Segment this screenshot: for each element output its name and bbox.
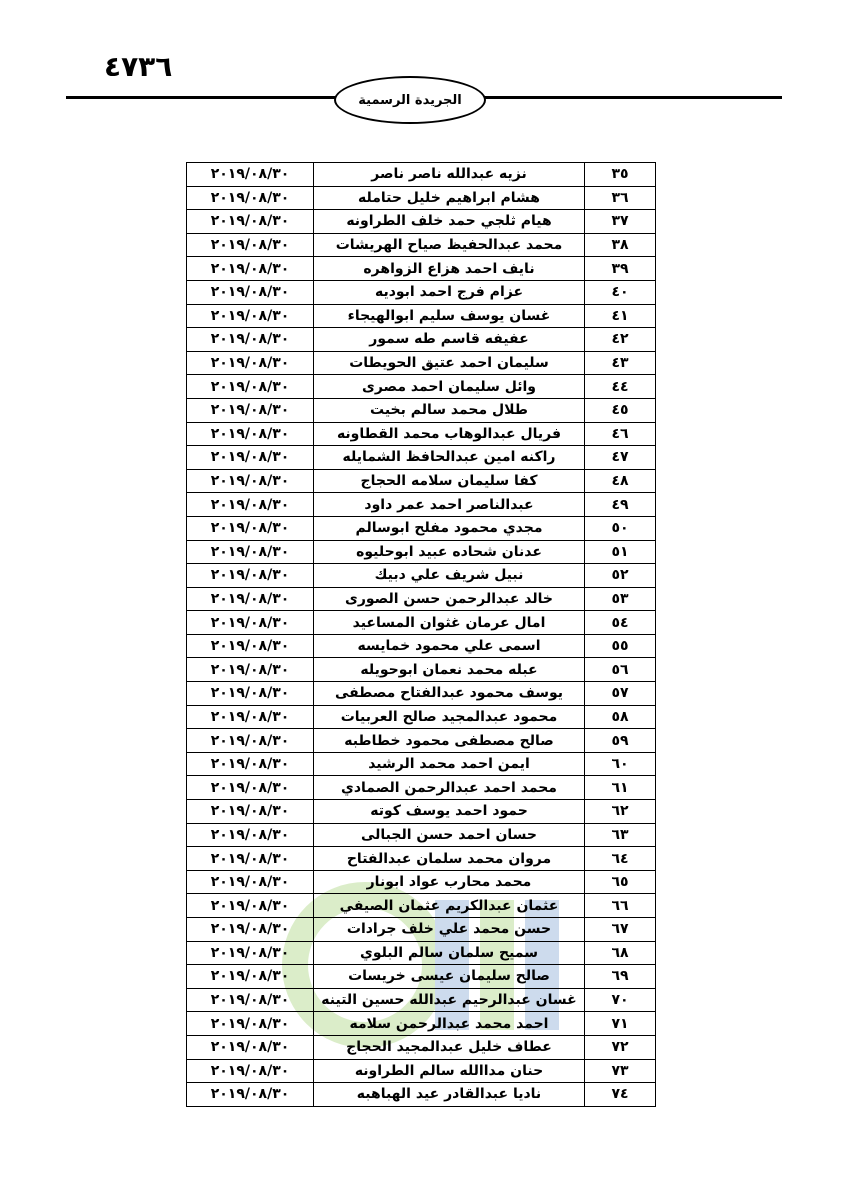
- row-number: ٣٦: [585, 186, 656, 210]
- row-number: ٦٦: [585, 894, 656, 918]
- row-name: مجدي محمود مفلح ابوسالم: [314, 516, 585, 540]
- row-date: ٢٠١٩/٠٨/٣٠: [187, 1035, 314, 1059]
- row-name: عطاف خليل عبدالمجيد الحجاج: [314, 1035, 585, 1059]
- table-row: [187, 516, 656, 540]
- row-name: محمد احمد عبدالرحمن الصمادي: [314, 776, 585, 800]
- row-date: ٢٠١٩/٠٨/٣٠: [187, 918, 314, 942]
- row-name: محمد عبدالحفيظ صياح الهريشات: [314, 233, 585, 257]
- row-name: محمود عبدالمجيد صالح العربيات: [314, 705, 585, 729]
- table-row: [187, 422, 656, 446]
- row-name: محمد محارب عواد ابونار: [314, 870, 585, 894]
- table-row: [187, 776, 656, 800]
- row-name: عفيفه قاسم طه سمور: [314, 328, 585, 352]
- table-row: [187, 163, 656, 187]
- row-name: سليمان احمد عتيق الحويطات: [314, 351, 585, 375]
- row-name: نبيل شريف علي دبيك: [314, 564, 585, 588]
- table-row: [187, 210, 656, 234]
- row-date: ٢٠١٩/٠٨/٣٠: [187, 611, 314, 635]
- row-date: ٢٠١٩/٠٨/٣٠: [187, 233, 314, 257]
- row-number: ٧١: [585, 1012, 656, 1036]
- row-name: طلال محمد سالم بخيت: [314, 398, 585, 422]
- table-row: [187, 870, 656, 894]
- row-number: ٣٧: [585, 210, 656, 234]
- row-name: اسمى علي محمود خمايسه: [314, 634, 585, 658]
- row-date: ٢٠١٩/٠٨/٣٠: [187, 328, 314, 352]
- table-row: [187, 587, 656, 611]
- row-number: ٤٣: [585, 351, 656, 375]
- row-date: ٢٠١٩/٠٨/٣٠: [187, 705, 314, 729]
- table-row: [187, 304, 656, 328]
- table-row: [187, 611, 656, 635]
- table-row: [187, 823, 656, 847]
- table-row: [187, 847, 656, 871]
- row-number: ٤٢: [585, 328, 656, 352]
- row-date: ٢٠١٩/٠٨/٣٠: [187, 564, 314, 588]
- row-date: ٢٠١٩/٠٨/٣٠: [187, 965, 314, 989]
- table-row: [187, 540, 656, 564]
- table-row: [187, 351, 656, 375]
- row-number: ٥٢: [585, 564, 656, 588]
- row-name: غسان يوسف سليم ابوالهيجاء: [314, 304, 585, 328]
- row-name: صالح سليمان عيسى خريسات: [314, 965, 585, 989]
- row-name: امال عرمان غثوان المساعيد: [314, 611, 585, 635]
- row-name: سميح سلمان سالم البلوي: [314, 941, 585, 965]
- names-table-body: [187, 163, 656, 1107]
- table-row: [187, 1012, 656, 1036]
- row-number: ٦١: [585, 776, 656, 800]
- row-date: ٢٠١٩/٠٨/٣٠: [187, 823, 314, 847]
- row-date: ٢٠١٩/٠٨/٣٠: [187, 776, 314, 800]
- row-number: ٧٣: [585, 1059, 656, 1083]
- table-row: [187, 493, 656, 517]
- row-date: ٢٠١٩/٠٨/٣٠: [187, 493, 314, 517]
- page-number: ٤٧٣٦: [104, 50, 173, 83]
- row-name: نزيه عبدالله ناصر ناصر: [314, 163, 585, 187]
- row-number: ٤٧: [585, 446, 656, 470]
- row-name: هشام ابراهيم خليل حتامله: [314, 186, 585, 210]
- table-row: [187, 328, 656, 352]
- row-date: ٢٠١٩/٠٨/٣٠: [187, 682, 314, 706]
- row-date: ٢٠١٩/٠٨/٣٠: [187, 941, 314, 965]
- gazette-title: الجريدة الرسمية: [358, 92, 462, 108]
- row-date: ٢٠١٩/٠٨/٣٠: [187, 1083, 314, 1107]
- row-number: ٤٦: [585, 422, 656, 446]
- table-row: [187, 233, 656, 257]
- row-name: عبدالناصر احمد عمر داود: [314, 493, 585, 517]
- table-row: [187, 1035, 656, 1059]
- names-table: [186, 162, 656, 1107]
- row-name: غسان عبدالرحيم عبدالله حسين التينه: [314, 988, 585, 1012]
- table-row: [187, 469, 656, 493]
- row-name: عثمان عبدالكريم عثمان الصيفي: [314, 894, 585, 918]
- row-number: ٥٣: [585, 587, 656, 611]
- table-row: [187, 918, 656, 942]
- row-date: ٢٠١٩/٠٨/٣٠: [187, 587, 314, 611]
- row-date: ٢٠١٩/٠٨/٣٠: [187, 163, 314, 187]
- row-number: ٥٥: [585, 634, 656, 658]
- row-name: ناديا عبدالقادر عيد الهباهبه: [314, 1083, 585, 1107]
- row-name: يوسف محمود عبدالفتاح مصطفى: [314, 682, 585, 706]
- row-number: ٧٠: [585, 988, 656, 1012]
- table-row: [187, 658, 656, 682]
- row-date: ٢٠١٩/٠٨/٣٠: [187, 634, 314, 658]
- row-number: ٦٤: [585, 847, 656, 871]
- row-date: ٢٠١٩/٠٨/٣٠: [187, 257, 314, 281]
- row-date: ٢٠١٩/٠٨/٣٠: [187, 280, 314, 304]
- row-number: ٧٤: [585, 1083, 656, 1107]
- row-name: مروان محمد سلمان عبدالفتاح: [314, 847, 585, 871]
- table-row: [187, 1083, 656, 1107]
- row-date: ٢٠١٩/٠٨/٣٠: [187, 988, 314, 1012]
- row-name: فريال عبدالوهاب محمد القطاونه: [314, 422, 585, 446]
- table-row: [187, 280, 656, 304]
- row-date: ٢٠١٩/٠٨/٣٠: [187, 375, 314, 399]
- table-row: [187, 446, 656, 470]
- row-number: ٣٥: [585, 163, 656, 187]
- table-row: [187, 682, 656, 706]
- row-number: ٥٨: [585, 705, 656, 729]
- row-date: ٢٠١٩/٠٨/٣٠: [187, 422, 314, 446]
- table-row: [187, 752, 656, 776]
- row-date: ٢٠١٩/٠٨/٣٠: [187, 540, 314, 564]
- table-row: [187, 894, 656, 918]
- row-name: عدنان شحاده عبيد ابوحليوه: [314, 540, 585, 564]
- row-name: حسن محمد علي خلف جرادات: [314, 918, 585, 942]
- row-number: ٦٣: [585, 823, 656, 847]
- table-row: [187, 1059, 656, 1083]
- row-number: ٥٧: [585, 682, 656, 706]
- row-date: ٢٠١٩/٠٨/٣٠: [187, 752, 314, 776]
- row-number: ٦٩: [585, 965, 656, 989]
- table-row: [187, 988, 656, 1012]
- row-number: ٤٥: [585, 398, 656, 422]
- row-number: ٤٩: [585, 493, 656, 517]
- row-date: ٢٠١٩/٠٨/٣٠: [187, 398, 314, 422]
- row-date: ٢٠١٩/٠٨/٣٠: [187, 446, 314, 470]
- row-number: ٥١: [585, 540, 656, 564]
- row-name: وائل سليمان احمد مصرى: [314, 375, 585, 399]
- row-date: ٢٠١٩/٠٨/٣٠: [187, 800, 314, 824]
- table-row: [187, 186, 656, 210]
- table-row: [187, 257, 656, 281]
- row-date: ٢٠١٩/٠٨/٣٠: [187, 469, 314, 493]
- row-date: ٢٠١٩/٠٨/٣٠: [187, 516, 314, 540]
- gazette-title-badge: [334, 76, 486, 124]
- row-number: ٥٤: [585, 611, 656, 635]
- row-number: ٤٨: [585, 469, 656, 493]
- row-date: ٢٠١٩/٠٨/٣٠: [187, 186, 314, 210]
- row-name: صالح مصطفى محمود خطاطبه: [314, 729, 585, 753]
- row-name: راكنه امين عبدالحافظ الشمايله: [314, 446, 585, 470]
- row-date: ٢٠١٩/٠٨/٣٠: [187, 351, 314, 375]
- row-number: ٣٩: [585, 257, 656, 281]
- row-date: ٢٠١٩/٠٨/٣٠: [187, 894, 314, 918]
- row-date: ٢٠١٩/٠٨/٣٠: [187, 1012, 314, 1036]
- row-number: ٥٩: [585, 729, 656, 753]
- table-row: [187, 941, 656, 965]
- row-number: ٦٧: [585, 918, 656, 942]
- table-row: [187, 564, 656, 588]
- row-number: ٤١: [585, 304, 656, 328]
- row-number: ٤٠: [585, 280, 656, 304]
- table-row: [187, 398, 656, 422]
- row-number: ٧٢: [585, 1035, 656, 1059]
- row-number: ٦٥: [585, 870, 656, 894]
- row-name: كفا سليمان سلامه الحجاج: [314, 469, 585, 493]
- row-date: ٢٠١٩/٠٨/٣٠: [187, 210, 314, 234]
- row-date: ٢٠١٩/٠٨/٣٠: [187, 847, 314, 871]
- table-row: [187, 800, 656, 824]
- row-date: ٢٠١٩/٠٨/٣٠: [187, 870, 314, 894]
- table-row: [187, 634, 656, 658]
- row-name: نايف احمد هزاع الزواهره: [314, 257, 585, 281]
- row-number: ٥٠: [585, 516, 656, 540]
- table-row: [187, 375, 656, 399]
- row-name: حسان احمد حسن الجبالى: [314, 823, 585, 847]
- row-name: خالد عبدالرحمن حسن الصورى: [314, 587, 585, 611]
- row-name: احمد محمد عبدالرحمن سلامه: [314, 1012, 585, 1036]
- row-name: حنان مداالله سالم الطراونه: [314, 1059, 585, 1083]
- row-number: ٤٤: [585, 375, 656, 399]
- row-name: ايمن احمد محمد الرشيد: [314, 752, 585, 776]
- row-date: ٢٠١٩/٠٨/٣٠: [187, 658, 314, 682]
- row-name: هيام ثلجي حمد خلف الطراونه: [314, 210, 585, 234]
- row-number: ٥٦: [585, 658, 656, 682]
- row-date: ٢٠١٩/٠٨/٣٠: [187, 1059, 314, 1083]
- row-date: ٢٠١٩/٠٨/٣٠: [187, 304, 314, 328]
- row-name: عزام فرج احمد ابوديه: [314, 280, 585, 304]
- row-number: ٦٠: [585, 752, 656, 776]
- row-date: ٢٠١٩/٠٨/٣٠: [187, 729, 314, 753]
- table-row: [187, 705, 656, 729]
- row-name: عبله محمد نعمان ابوحويله: [314, 658, 585, 682]
- row-number: ٦٢: [585, 800, 656, 824]
- table-row: [187, 965, 656, 989]
- row-name: حمود احمد يوسف كوته: [314, 800, 585, 824]
- row-number: ٣٨: [585, 233, 656, 257]
- table-row: [187, 729, 656, 753]
- row-number: ٦٨: [585, 941, 656, 965]
